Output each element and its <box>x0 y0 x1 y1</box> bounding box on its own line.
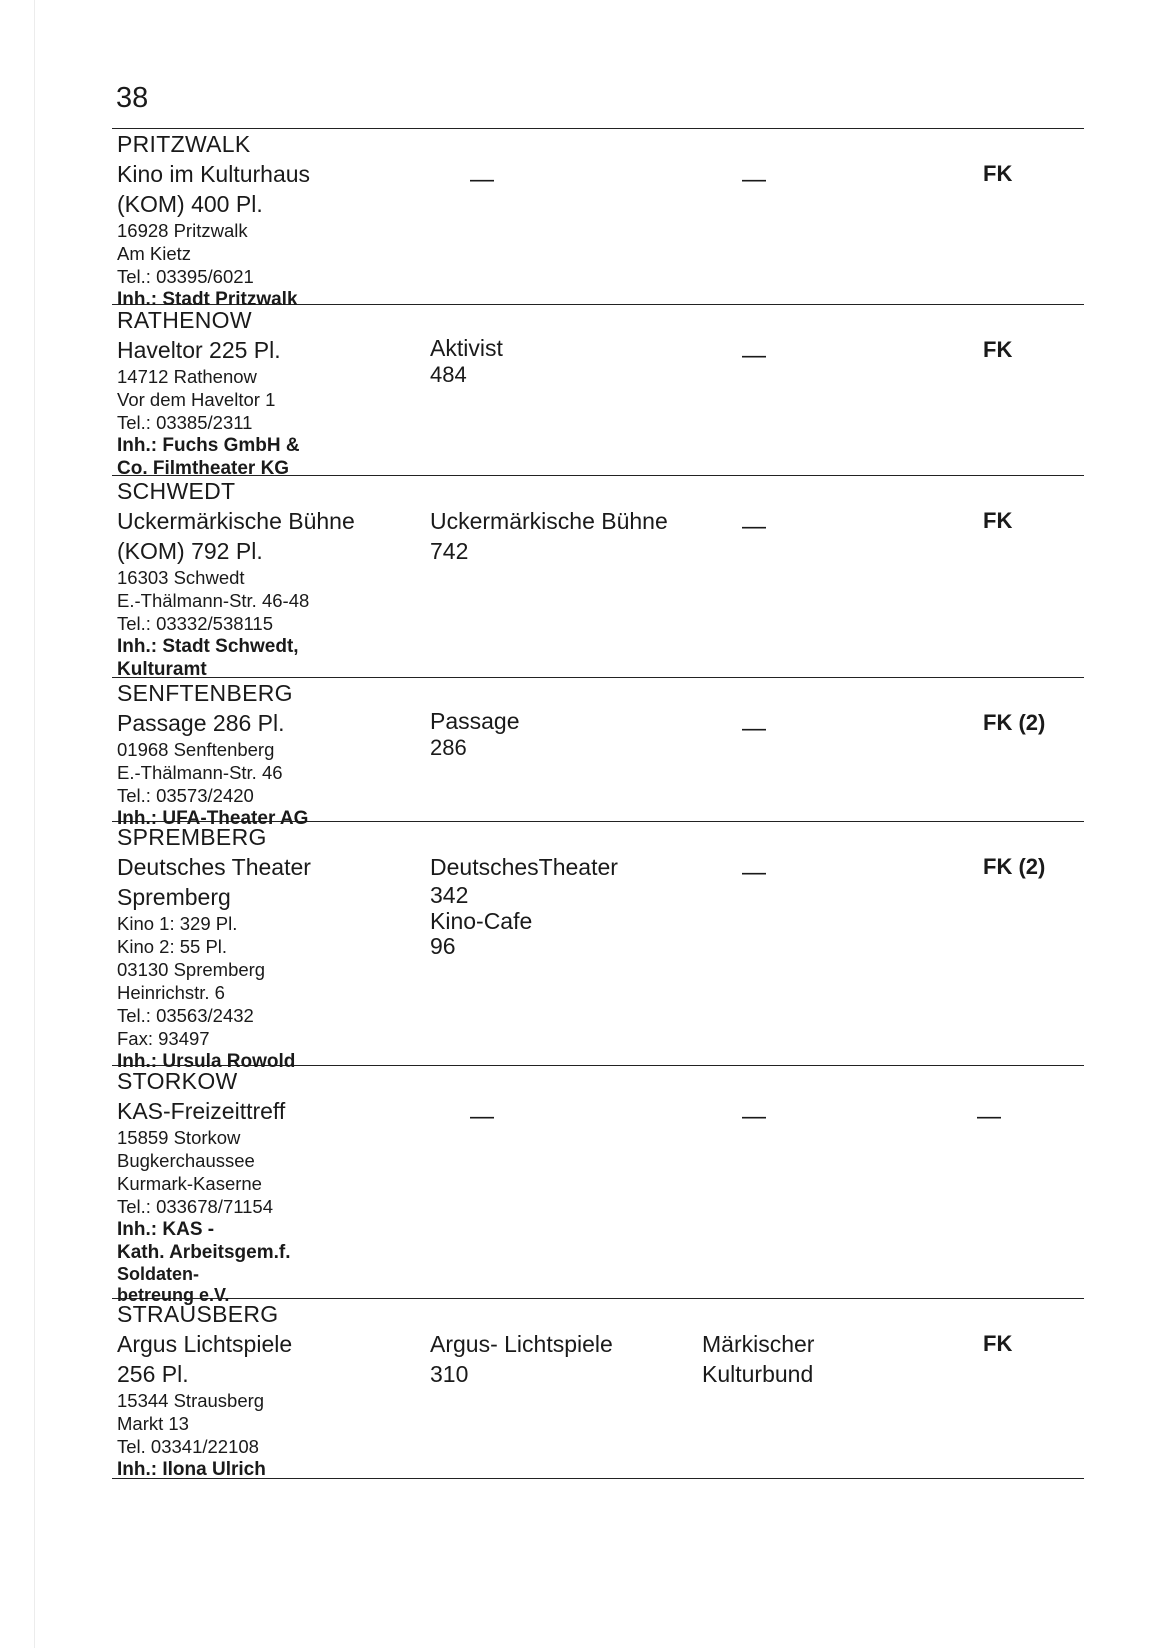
owner-line: Kulturamt <box>117 659 207 680</box>
cinema-seats: (KOM) 792 Pl. <box>117 538 263 564</box>
status-fk: FK <box>983 1331 1013 1356</box>
phone-line: Tel.: 03563/2432 <box>117 1005 254 1026</box>
address-line: Kurmark-Kaserne <box>117 1173 262 1194</box>
previous-seats: 742 <box>430 538 469 564</box>
status-fk: FK <box>983 508 1013 533</box>
dash-col3: — <box>742 513 766 540</box>
address-line: E.-Thälmann-Str. 46-48 <box>117 590 310 611</box>
cinema-name: Passage 286 Pl. <box>117 710 285 736</box>
owner-line: Inh.: Stadt Pritzwalk <box>117 289 298 310</box>
address-line: Vor dem Haveltor 1 <box>117 389 276 410</box>
address-line: Heinrichstr. 6 <box>117 982 225 1003</box>
address-line: 01968 Senftenberg <box>117 739 275 760</box>
owner-line: Inh.: UFA-Theater AG <box>117 808 309 829</box>
owner-line: betreung e.V. <box>117 1285 230 1305</box>
cinema-name: Kino im Kulturhaus <box>117 161 311 187</box>
cinema-seats: (KOM) 400 Pl. <box>117 191 263 217</box>
dash-col4: — <box>977 1103 1001 1130</box>
status-fk: FK (2) <box>983 710 1046 735</box>
phone-line: Tel. 03341/22108 <box>117 1436 259 1457</box>
owner-line: Inh.: Stadt Schwedt, <box>117 636 299 657</box>
previous-cinema-name: Passage <box>430 708 520 734</box>
owner-line: Soldaten- <box>117 1264 200 1284</box>
previous-cinema-name: Argus- Lichtspiele <box>430 1331 613 1357</box>
address-line: 03130 Spremberg <box>117 959 266 980</box>
entry-strausberg <box>112 1299 1084 1479</box>
address-line: 15859 Storkow <box>117 1127 241 1148</box>
dash-col3: — <box>742 166 766 193</box>
page-number: 38 <box>116 82 149 114</box>
entry-pritzwalk <box>112 129 1084 310</box>
entry-senftenberg <box>112 678 1084 829</box>
owner-line: Inh.: Ilona Ulrich <box>117 1459 266 1480</box>
address-line: E.-Thälmann-Str. 46 <box>117 762 283 783</box>
cinema-name: Deutsches Theater <box>117 854 311 880</box>
owner-line: Inh.: KAS - <box>117 1219 215 1240</box>
dash-col2: — <box>470 166 494 193</box>
previous-cinema-name: Uckermärkische Bühne <box>430 508 668 534</box>
city-name: RATHENOW <box>117 307 252 333</box>
previous-seats: 310 <box>430 1361 469 1387</box>
previous-seats: 342 <box>430 882 469 908</box>
operator-name: Märkischer <box>702 1331 815 1357</box>
entry-storkow <box>112 1066 1084 1305</box>
owner-line: Inh.: Fuchs GmbH & <box>117 435 300 456</box>
entry-rathenow <box>112 305 1084 479</box>
address-line: 14712 Rathenow <box>117 366 257 387</box>
cinema-name: Uckermärkische Bühne <box>117 508 355 534</box>
city-name: SENFTENBERG <box>117 680 293 706</box>
page-edge-shadow <box>34 0 35 1648</box>
phone-line: Tel.: 03332/538115 <box>117 613 274 634</box>
screen-line: Kino 2: 55 Pl. <box>117 936 228 957</box>
dash-col2: — <box>470 1103 494 1130</box>
address-line: Bugkerchaussee <box>117 1150 255 1171</box>
status-fk: FK <box>983 337 1013 362</box>
city-name: STRAUSBERG <box>117 1301 279 1327</box>
previous-cinema-name: Aktivist <box>430 335 503 361</box>
cinema-listing <box>112 129 1084 1479</box>
city-name: PRITZWALK <box>117 131 251 157</box>
cinema-name: Haveltor 225 Pl. <box>117 337 281 363</box>
cinema-name: Spremberg <box>117 884 231 910</box>
previous-seats: 484 <box>430 362 467 387</box>
address-line: 16928 Pritzwalk <box>117 220 248 241</box>
owner-line: Co. Filmtheater KG <box>117 458 290 479</box>
cinema-seats: 256 Pl. <box>117 1361 189 1387</box>
screen-line: Kino 1: 329 Pl. <box>117 913 238 934</box>
phone-line: Tel.: 03385/2311 <box>117 412 253 433</box>
dash-col3: — <box>742 715 766 742</box>
status-fk: FK <box>983 161 1013 186</box>
owner-line: Kath. Arbeitsgem.f. <box>117 1242 291 1263</box>
phone-line: Tel.: 03573/2420 <box>117 785 254 806</box>
address-line: Markt 13 <box>117 1413 189 1434</box>
address-line: 15344 Strausberg <box>117 1390 265 1411</box>
entry-spremberg <box>112 822 1084 1072</box>
cinema-name: KAS-Freizeittreff <box>117 1098 286 1124</box>
city-name: SPREMBERG <box>117 824 267 850</box>
fax-line: Fax: 93497 <box>117 1028 210 1049</box>
city-name: STORKOW <box>117 1068 238 1094</box>
dash-col3: — <box>742 342 766 369</box>
address-line: Am Kietz <box>117 243 192 264</box>
previous-cinema-name: DeutschesTheater <box>430 854 618 880</box>
city-name: SCHWEDT <box>117 478 236 504</box>
cinema-name: Argus Lichtspiele <box>117 1331 293 1357</box>
previous-cinema-name: Kino-Cafe <box>430 908 533 934</box>
status-fk: FK (2) <box>983 854 1046 879</box>
phone-line: Tel.: 03395/6021 <box>117 266 254 287</box>
previous-seats: 96 <box>430 933 456 959</box>
previous-seats: 286 <box>430 735 467 760</box>
dash-col3: — <box>742 859 766 886</box>
owner-line: Inh.: Ursula Rowold <box>117 1051 296 1072</box>
entry-schwedt <box>112 476 1084 678</box>
dash-col3: — <box>742 1103 766 1130</box>
operator-name: Kulturbund <box>702 1361 814 1387</box>
address-line: 16303 Schwedt <box>117 567 245 588</box>
phone-line: Tel.: 033678/71154 <box>117 1196 274 1217</box>
